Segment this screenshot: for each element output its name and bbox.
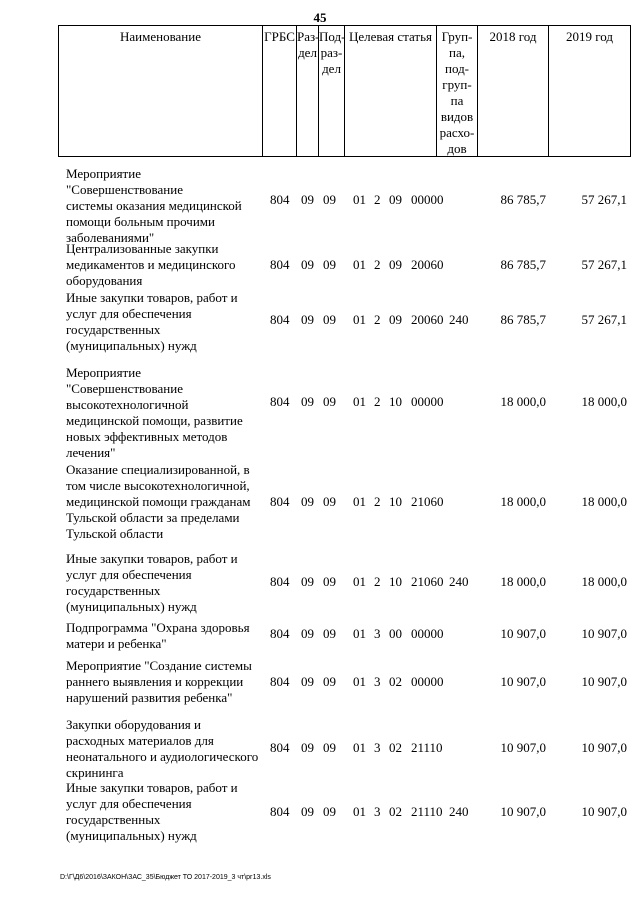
- cell-p3: 09: [389, 312, 402, 327]
- cell-p3: 02: [389, 804, 402, 819]
- file-path-footer: D:\Г\Д6\2016\ЗАКОН\ЗАС_35\Бюджет ТО 2017-2019_3 чт\рг13.xls: [60, 874, 271, 881]
- cell-y2: 18 000,0: [581, 574, 627, 589]
- cell-y2: 10 907,0: [581, 804, 627, 819]
- cell-y1: 86 785,7: [500, 312, 546, 327]
- cell-razdel: 09: [301, 494, 314, 509]
- header-target: Целевая статья: [345, 26, 437, 156]
- cell-grbs: 804: [270, 394, 290, 409]
- cell-y1: 10 907,0: [500, 740, 546, 755]
- cell-grbs: 804: [270, 257, 290, 272]
- cell-y2: 57 267,1: [581, 257, 627, 272]
- cell-razdel: 09: [301, 394, 314, 409]
- cell-grbs: 804: [270, 192, 290, 207]
- header-name: Наименование: [59, 26, 263, 156]
- row-name: Иные закупки товаров, работ и услуг для обеспечения государственных (муниципальных) нужд: [66, 551, 238, 614]
- cell-grbs: 804: [270, 312, 290, 327]
- cell-p1: 01: [353, 494, 366, 509]
- cell-y2: 10 907,0: [581, 740, 627, 755]
- cell-vid: 240: [449, 312, 469, 327]
- cell-p3: 02: [389, 674, 402, 689]
- cell-y1: 10 907,0: [500, 626, 546, 641]
- header-grbs: ГРБС: [263, 26, 297, 156]
- cell-y1: 10 907,0: [500, 674, 546, 689]
- cell-p2: 3: [374, 674, 381, 689]
- cell-p4: 20060: [411, 257, 444, 272]
- cell-grbs: 804: [270, 804, 290, 819]
- cell-razdel: 09: [301, 312, 314, 327]
- cell-p1: 01: [353, 192, 366, 207]
- cell-p1: 01: [353, 574, 366, 589]
- cell-p1: 01: [353, 674, 366, 689]
- cell-p2: 2: [374, 394, 381, 409]
- row-name: Подпрограмма "Охрана здоровья матери и ребенка": [66, 620, 250, 651]
- header-group: Груп- па, под- груп- па видов расхо- дов: [437, 26, 478, 156]
- cell-vid: 240: [449, 804, 469, 819]
- cell-p3: 00: [389, 626, 402, 641]
- cell-grbs: 804: [270, 626, 290, 641]
- cell-p4: 00000: [411, 626, 444, 641]
- cell-p4: 00000: [411, 192, 444, 207]
- cell-p2: 2: [374, 257, 381, 272]
- row-name: Оказание специализированной, в том числе высокотехнологичной, медицинской помощи гражданам Тульской области за пределами Тульской области: [66, 462, 251, 541]
- cell-podrazdel: 09: [323, 192, 336, 207]
- cell-p3: 10: [389, 394, 402, 409]
- cell-y2: 57 267,1: [581, 312, 627, 327]
- cell-p1: 01: [353, 804, 366, 819]
- cell-p3: 09: [389, 257, 402, 272]
- cell-y1: 18 000,0: [500, 574, 546, 589]
- cell-podrazdel: 09: [323, 394, 336, 409]
- cell-p2: 2: [374, 192, 381, 207]
- row-name: Закупки оборудования и расходных материалов для неонатального и аудиологического скрининга: [66, 717, 259, 780]
- cell-podrazdel: 09: [323, 494, 336, 509]
- cell-y2: 10 907,0: [581, 626, 627, 641]
- cell-y1: 10 907,0: [500, 804, 546, 819]
- cell-y1: 86 785,7: [500, 257, 546, 272]
- cell-razdel: 09: [301, 574, 314, 589]
- cell-p3: 02: [389, 740, 402, 755]
- cell-razdel: 09: [301, 674, 314, 689]
- cell-p4: 21060: [411, 574, 444, 589]
- cell-p2: 3: [374, 804, 381, 819]
- header-razdel: Раз- дел: [297, 26, 319, 156]
- cell-vid: 240: [449, 574, 469, 589]
- cell-y1: 18 000,0: [500, 394, 546, 409]
- cell-p3: 10: [389, 574, 402, 589]
- cell-razdel: 09: [301, 192, 314, 207]
- cell-p2: 3: [374, 740, 381, 755]
- cell-razdel: 09: [301, 626, 314, 641]
- cell-p1: 01: [353, 257, 366, 272]
- cell-p1: 01: [353, 626, 366, 641]
- cell-p2: 3: [374, 626, 381, 641]
- header-year1: 2018 год: [478, 26, 549, 156]
- row-name: Иные закупки товаров, работ и услуг для обеспечения государственных (муниципальных) нужд: [66, 290, 238, 353]
- cell-y1: 86 785,7: [500, 192, 546, 207]
- table-header: [58, 25, 631, 157]
- cell-p1: 01: [353, 394, 366, 409]
- cell-p2: 2: [374, 574, 381, 589]
- cell-podrazdel: 09: [323, 312, 336, 327]
- cell-y2: 57 267,1: [581, 192, 627, 207]
- cell-podrazdel: 09: [323, 804, 336, 819]
- cell-p4: 20060: [411, 312, 444, 327]
- row-name: Централизованные закупки медикаментов и медицинского оборудования: [66, 241, 236, 288]
- cell-p1: 01: [353, 740, 366, 755]
- cell-p2: 2: [374, 494, 381, 509]
- row-name: Мероприятие "Совершенствование системы оказания медицинской помощи больным прочими заболеваниями": [66, 166, 242, 245]
- cell-grbs: 804: [270, 494, 290, 509]
- row-name: Мероприятие "Создание системы раннего выявления и коррекции нарушений развития ребенка": [66, 658, 252, 705]
- cell-p4: 21110: [411, 804, 443, 819]
- page-number: 45: [313, 10, 327, 25]
- cell-razdel: 09: [301, 257, 314, 272]
- cell-razdel: 09: [301, 740, 314, 755]
- row-name: Иные закупки товаров, работ и услуг для обеспечения государственных (муниципальных) нужд: [66, 780, 238, 843]
- cell-p4: 21110: [411, 740, 443, 755]
- row-name: Мероприятие "Совершенствование высокотехнологичной медицинской помощи, развитие новых эффективных методов лечения": [66, 365, 243, 460]
- cell-y2: 18 000,0: [581, 394, 627, 409]
- cell-p1: 01: [353, 312, 366, 327]
- cell-podrazdel: 09: [323, 674, 336, 689]
- cell-podrazdel: 09: [323, 626, 336, 641]
- cell-p3: 09: [389, 192, 402, 207]
- cell-grbs: 804: [270, 674, 290, 689]
- cell-y1: 18 000,0: [500, 494, 546, 509]
- cell-y2: 10 907,0: [581, 674, 627, 689]
- cell-podrazdel: 09: [323, 257, 336, 272]
- cell-p4: 21060: [411, 494, 444, 509]
- header-podrazdel: Под- раз- дел: [319, 26, 345, 156]
- cell-p4: 00000: [411, 394, 444, 409]
- cell-p4: 00000: [411, 674, 444, 689]
- cell-podrazdel: 09: [323, 740, 336, 755]
- cell-razdel: 09: [301, 804, 314, 819]
- header-year2: 2019 год: [566, 29, 613, 44]
- cell-grbs: 804: [270, 740, 290, 755]
- cell-podrazdel: 09: [323, 574, 336, 589]
- cell-p2: 2: [374, 312, 381, 327]
- cell-y2: 18 000,0: [581, 494, 627, 509]
- cell-grbs: 804: [270, 574, 290, 589]
- cell-p3: 10: [389, 494, 402, 509]
